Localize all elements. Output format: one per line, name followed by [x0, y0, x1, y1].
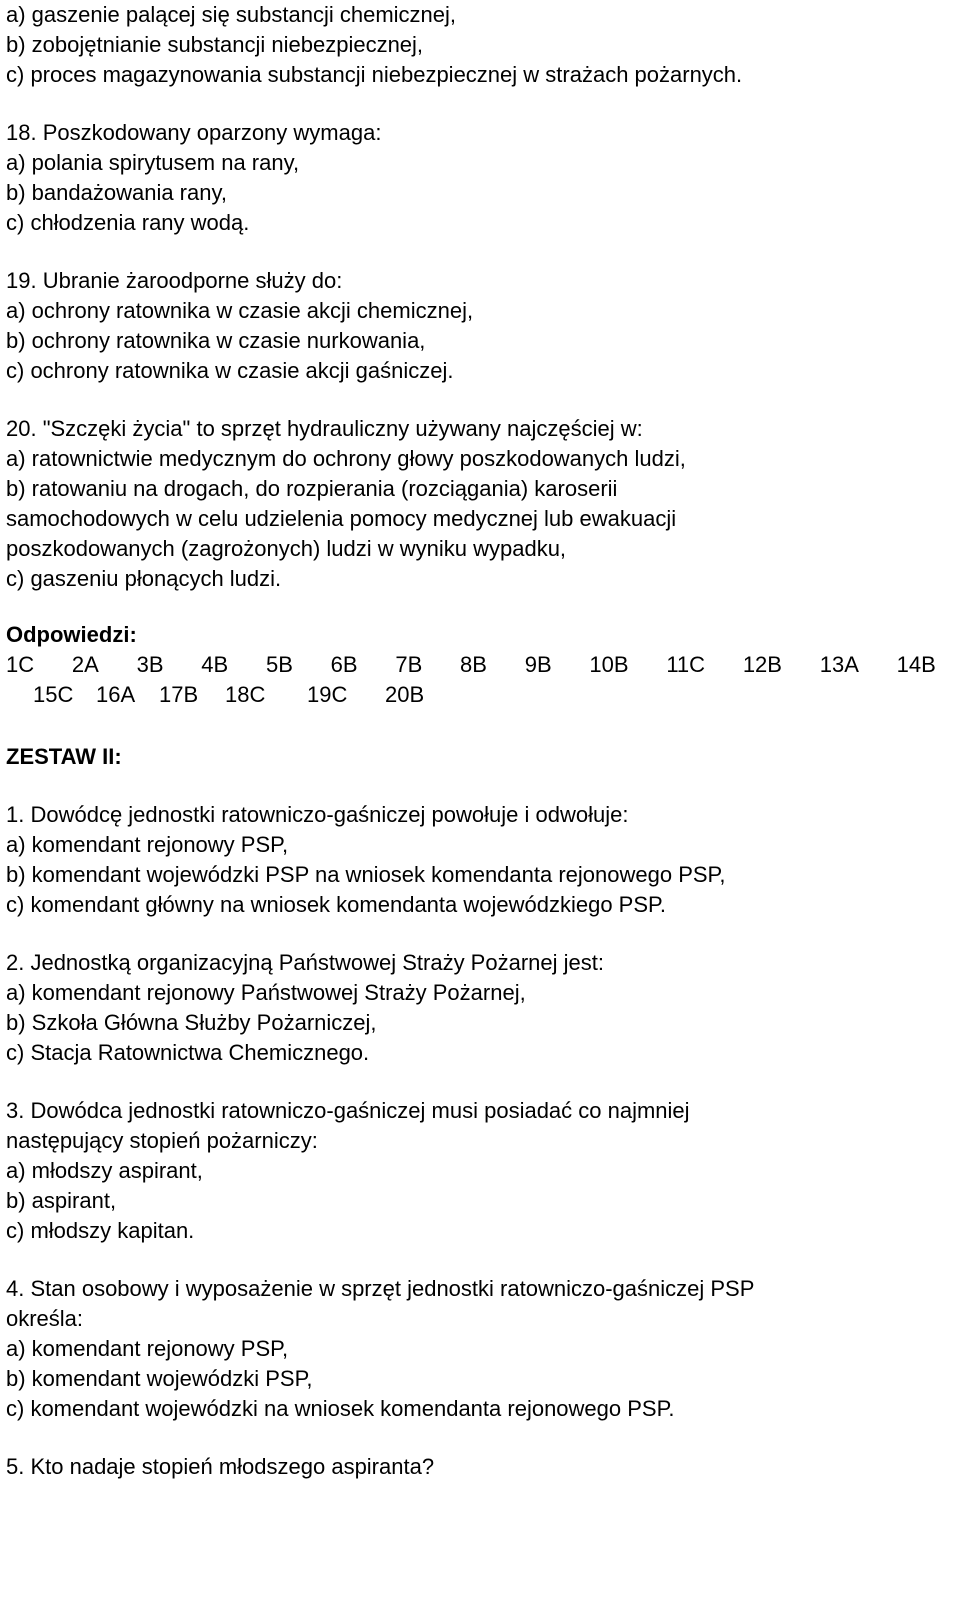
answer-key: 1C — [6, 652, 35, 677]
s2-q4-option-c: c) komendant wojewódzki na wniosek komendanta rejonowego PSP. — [6, 1396, 675, 1421]
answers-row-1 — [6, 650, 936, 680]
answer-key: 5B — [265, 652, 293, 677]
s2-q3-option-c: c) młodszy kapitan. — [6, 1218, 195, 1243]
q19-option-a: a) ochrony ratownika w czasie akcji chemicznej, — [6, 298, 474, 323]
s2-q1-option-b: b) komendant wojewódzki PSP na wniosek komendanta rejonowego PSP, — [6, 862, 726, 887]
answer-key: 18C — [225, 682, 266, 707]
q19-option-c: c) ochrony ratownika w czasie akcji gaśniczej. — [6, 358, 454, 383]
q18-question: 18. Poszkodowany oparzony wymaga: — [6, 120, 382, 145]
s2-q2-option-a: a) komendant rejonowy Państwowej Straży Pożarnej, — [6, 980, 526, 1005]
answer-key: 12B — [742, 652, 782, 677]
answer-key: 6B — [330, 652, 358, 677]
answer-key: 20B — [385, 682, 425, 707]
answer-key: 2A — [71, 652, 99, 677]
answer-key: 11C — [666, 652, 706, 677]
q20-option-b-line2: samochodowych w celu udzielenia pomocy medycznej lub ewakuacji — [6, 506, 677, 531]
s2-q4-question-line2: określa: — [6, 1306, 84, 1331]
s2-q4-option-b: b) komendant wojewódzki PSP, — [6, 1366, 313, 1391]
answer-key: 19C — [307, 682, 348, 707]
answer-key: 7B — [395, 652, 423, 677]
s2-q3-option-a: a) młodszy aspirant, — [6, 1158, 203, 1183]
intro-option-b: b) zobojętnianie substancji niebezpiecznej, — [6, 32, 424, 57]
document-page — [6, 0, 956, 1482]
answer-key: 10B — [589, 652, 629, 677]
q18-option-a: a) polania spirytusem na rany, — [6, 150, 300, 175]
answers-row-2 — [6, 680, 956, 710]
answer-key: 8B — [460, 652, 487, 677]
answer-key: 13A — [819, 652, 859, 677]
answer-key: 16A — [96, 682, 136, 707]
q20-option-b-line3: poszkodowanych (zagrożonych) ludzi w wyniku wypadku, — [6, 536, 567, 561]
q19-question: 19. Ubranie żaroodporne służy do: — [6, 268, 343, 293]
s2-q1-option-c: c) komendant główny na wniosek komendanta wojewódzkiego PSP. — [6, 892, 666, 917]
s2-q2-option-b: b) Szkoła Główna Służby Pożarniczej, — [6, 1010, 377, 1035]
intro-option-a: a) gaszenie palącej się substancji chemicznej, — [6, 2, 457, 27]
s2-q2-option-c: c) Stacja Ratownictwa Chemicznego. — [6, 1040, 370, 1065]
answer-key: 17B — [159, 682, 199, 707]
answer-key: 14B — [896, 652, 936, 677]
s2-q4-option-a: a) komendant rejonowy PSP, — [6, 1336, 289, 1361]
answer-key: 9B — [524, 652, 552, 677]
s2-q3-question-line2: następujący stopień pożarniczy: — [6, 1128, 318, 1153]
answer-key: 3B — [136, 652, 164, 677]
s2-q4-question-line1: 4. Stan osobowy i wyposażenie w sprzęt jednostki ratowniczo-gaśniczej PSP — [6, 1276, 755, 1301]
q20-question: 20. "Szczęki życia" to sprzęt hydrauliczny używany najczęściej w: — [6, 416, 643, 441]
q18-option-c: c) chłodzenia rany wodą. — [6, 210, 250, 235]
answer-key: 15C — [33, 682, 74, 707]
set2-heading: ZESTAW II: — [6, 744, 122, 769]
s2-q2-question: 2. Jednostką organizacyjną Państwowej Straży Pożarnej jest: — [6, 950, 604, 975]
q19-option-b: b) ochrony ratownika w czasie nurkowania, — [6, 328, 426, 353]
answer-key: 4B — [201, 652, 229, 677]
q20-option-a: a) ratownictwie medycznym do ochrony głowy poszkodowanych ludzi, — [6, 446, 686, 471]
intro-option-c: c) proces magazynowania substancji niebezpiecznej w strażach pożarnych. — [6, 62, 743, 87]
q18-option-b: b) bandażowania rany, — [6, 180, 227, 205]
s2-q3-option-b: b) aspirant, — [6, 1188, 117, 1213]
s2-q3-question-line1: 3. Dowódca jednostki ratowniczo-gaśniczej musi posiadać co najmniej — [6, 1098, 690, 1123]
answers-heading: Odpowiedzi: — [6, 622, 137, 647]
q20-option-b-line1: b) ratowaniu na drogach, do rozpierania (rozciągania) karoserii — [6, 476, 618, 501]
s2-q5-question: 5. Kto nadaje stopień młodszego aspiranta? — [6, 1454, 435, 1479]
s2-q1-question: 1. Dowódcę jednostki ratowniczo-gaśniczej powołuje i odwołuje: — [6, 802, 629, 827]
s2-q1-option-a: a) komendant rejonowy PSP, — [6, 832, 289, 857]
q20-option-c: c) gaszeniu płonących ludzi. — [6, 566, 282, 591]
